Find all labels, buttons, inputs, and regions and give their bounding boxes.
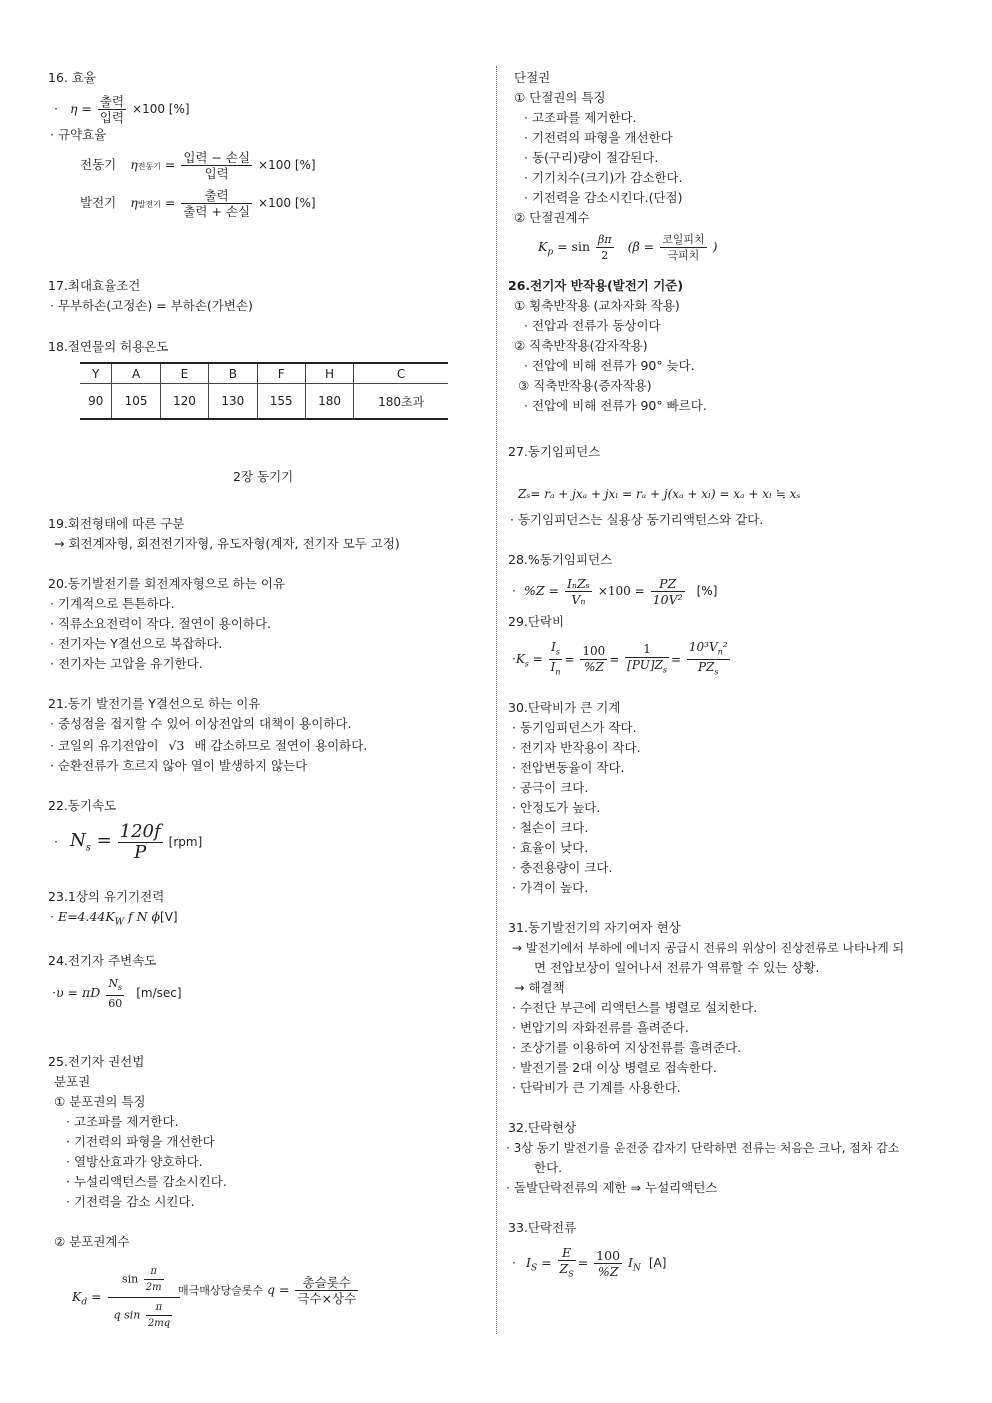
list-item: · 안정도가 높다. [512, 800, 601, 815]
list-item: · 전기자 반작용이 작다. [512, 740, 641, 755]
insulation-temperature-table [80, 362, 448, 420]
section-19-title: 19.회전형태에 따른 구분 [48, 516, 185, 531]
section-28-title: 28.%동기임피던스 [508, 552, 613, 567]
column-divider [496, 66, 497, 1334]
sync-speed-formula: · $N_s$ = $\frac{120f}{P}$ [rpm] [54, 821, 203, 863]
section-25-title: 25.전기자 권선법 [48, 1054, 145, 1069]
table-header-cell: A [112, 363, 160, 384]
list-item: · 기전력을 감소시킨다.(단점) [524, 190, 683, 205]
list-item: · 고조파를 제거한다. [524, 110, 637, 125]
emf-formula: · $E=4.44K_W$ f N ϕ[V] [50, 909, 178, 928]
list-item: · 가격이 높다. [512, 880, 589, 895]
efficiency-fraction: $\frac{\text{출력}}{\text{입력}}$ [99, 94, 125, 125]
list-item: · 동기임피던스가 작다. [512, 720, 637, 735]
list-item: ② 직축반작용(감자작용) [514, 338, 648, 353]
chapter-title: 2장 동기기 [233, 469, 294, 484]
section-24-title: 24.전기자 주변속도 [48, 953, 157, 968]
table-cell: 130 [209, 384, 257, 420]
conventional-efficiency-title: · 규약효율 [50, 127, 107, 142]
section-20-title: 20.동기발전기를 회전계자형으로 하는 이유 [48, 576, 286, 591]
list-item: · 전압변동율이 작다. [512, 760, 625, 775]
list-item: · 전압에 비해 전류가 90° 늦다. [524, 358, 695, 373]
sudden-short-circuit-limit: · 돌발단락전류의 제한 ⇒ 누설리액턴스 [506, 1180, 718, 1195]
section-16-title: 16. 효율 [48, 70, 97, 85]
list-item: · 전기자는 고압을 유기한다. [50, 656, 203, 671]
efficiency-formula: · η = $\frac{\text{출력}}{\text{입력}}$ ×100 [%] [54, 94, 190, 125]
distributed-coefficient-title: ② 분포권계수 [54, 1234, 130, 1249]
generator-efficiency-formula: 발전기 η발전기 = $\frac{\text{출력}}{\text{출력 + 손실}}$ ×100 [%] [80, 188, 316, 219]
list-item: · 기전력의 파형을 개선한다 [66, 1134, 215, 1149]
list-item: · 열방산효과가 양호하다. [66, 1154, 203, 1169]
list-item: · 고조파를 제거한다. [66, 1114, 179, 1129]
table-cell: 155 [257, 384, 305, 420]
list-item: · 전기자는 Y결선으로 복잡하다. [50, 636, 223, 651]
section-33-title: 33.단락전류 [508, 1220, 577, 1235]
list-item: · 발전기를 2대 이상 병렬로 접속한다. [512, 1060, 717, 1075]
list-item: · 중성점을 접지할 수 있어 이상전압의 대책이 용이하다. [50, 716, 352, 731]
list-item: · 기전력의 파형을 개선한다 [524, 130, 673, 145]
table-cell: 105 [112, 384, 160, 420]
list-item: · 철손이 크다. [512, 820, 589, 835]
section-22-title: 22.동기속도 [48, 798, 117, 813]
short-pitch-feature-title: ① 단절권의 특징 [514, 90, 606, 105]
distributed-feature-title: ① 분포권의 특징 [54, 1094, 146, 1109]
list-item: · 충전용량이 크다. [512, 860, 613, 875]
section-17-title: 17.최대효율조건 [48, 278, 141, 293]
section-31-title: 31.동기발전기의 자기여자 현상 [508, 920, 681, 935]
short-circuit-phenomenon-line-cont: 한다. [534, 1160, 563, 1175]
table-header-row [80, 363, 448, 384]
list-item: · 변압기의 자화전류를 흘려준다. [512, 1020, 689, 1035]
motor-efficiency-formula: 전동기 η전동기 = $\frac{\text{입력 − 손실}}{\text{입력}}$ ×100 [%] [80, 150, 316, 181]
distributed-winding-title: 분포권 [54, 1074, 91, 1089]
table-cell: 180초과 [354, 384, 448, 420]
table-cell: 120 [160, 384, 208, 420]
sqrt3-symbol: √3 [168, 738, 185, 753]
table-header-cell: E [160, 363, 208, 384]
list-item: ③ 직축반작용(증자작용) [518, 378, 652, 393]
table-header-cell: F [257, 363, 305, 384]
list-item: · 기기치수(크기)가 감소한다. [524, 170, 683, 185]
list-item: · 수전단 부근에 리액턴스를 병렬로 설치한다. [512, 1000, 758, 1015]
peripheral-speed-formula: ·υ = πD $\frac{N_s}{60}$ [m/sec] [52, 977, 182, 1011]
section-26-title: 26.전기자 반작용(발전기 기준) [508, 278, 684, 293]
short-circuit-current-formula: · $I_S$ = $\frac{E}{Z_S}$ = $\frac{100}{\%Z}$ $I_N$ [A] [512, 1245, 667, 1279]
section-17-line: · 무부하손(고정손) = 부하손(가변손) [50, 298, 253, 313]
pitch-factor-formula: $K_p = \sin$ $\frac{\beta\pi}{2}$ (β = $\frac{\text{코일피치}}{\text{극피치}}$ ) [538, 233, 718, 262]
list-item: · 효율이 낮다. [512, 840, 589, 855]
list-item: · 기전력을 감소 시킨다. [66, 1194, 195, 1209]
list-item: · 단락비가 큰 기계를 사용한다. [512, 1080, 681, 1095]
list-item: · 조상기를 이용하여 지상전류를 흘려준다. [512, 1040, 742, 1055]
list-item: · 코일의 유기전압이 √3 배 감소하므로 절연이 용이하다. [50, 738, 368, 753]
section-32-title: 32.단락현상 [508, 1120, 577, 1135]
list-item: · 동(구리)량이 절감된다. [524, 150, 659, 165]
sync-impedance-note: · 동기임피던스는 실용상 동기리액턴스와 같다. [510, 512, 764, 527]
list-item: · 순환전류가 흐르지 않아 열이 발생하지 않는다 [50, 758, 308, 773]
section-18-title: 18.절연물의 허용온도 [48, 339, 169, 354]
slots-per-pole-formula: 매극매상당슬롯수 q = $\frac{\text{총슬롯수}}{\text{극수×상수}}$ [178, 1275, 357, 1306]
table-header-cell: Y [80, 363, 112, 384]
short-circuit-phenomenon-line: · 3상 동기 발전기를 운전중 갑자기 단락하면 전류는 처음은 크나, 점차 감소 [506, 1141, 900, 1155]
short-pitch-title: 단절권 [514, 70, 551, 85]
table-cell: 180 [305, 384, 353, 420]
list-item: · 직류소요전력이 작다. 절연이 용이하다. [50, 616, 272, 631]
table-header-cell: H [305, 363, 353, 384]
section-29-title: 29.단락비 [508, 614, 565, 629]
table-row [80, 384, 448, 420]
section-23-title: 23.1상의 유기기전력 [48, 889, 165, 904]
self-excitation-description-cont: 면 전압보상이 일어나서 전류가 역류할 수 있는 상황. [534, 960, 820, 975]
short-circuit-ratio-formula: $\cdot K_s$ = $\frac{I_s}{I_n}$ = $\frac{100}{\%Z}$ = $\frac{1}{[PU]Z_s}$ = $\frac{10^3V_n^2}{PZ_s}$ [512, 640, 728, 677]
list-item: · 전압에 비해 전류가 90° 빠르다. [524, 398, 707, 413]
section-19-line: → 회전계자형, 회전전기자형, 유도자형(계자, 전기자 모두 고정) [54, 536, 400, 551]
list-item: · 누설리액턴스를 감소시킨다. [66, 1174, 227, 1189]
table-header-cell: C [354, 363, 448, 384]
section-21-title: 21.동기 발전기를 Y결선으로 하는 이유 [48, 696, 261, 711]
list-item: · 전압과 전류가 동상이다 [524, 318, 661, 333]
short-pitch-coefficient-title: ② 단절권계수 [514, 210, 590, 225]
solution-heading: → 해결책 [514, 980, 565, 995]
section-30-title: 30.단락비가 큰 기계 [508, 700, 621, 715]
table-header-cell: B [209, 363, 257, 384]
percent-impedance-formula: · %Z = $\frac{\text{IₙZₛ}}{\text{Vₙ}}$ ×100 = $\frac{PZ}{\text{10V²}}$ [%] [512, 576, 718, 607]
section-27-title: 27.동기임피던스 [508, 444, 601, 459]
self-excitation-description: → 발전기에서 부하에 에너지 공급시 전류의 위상이 진상전류로 나타나게 되 [512, 941, 905, 955]
list-item: · 기계적으로 튼튼하다. [50, 596, 175, 611]
list-item: · 공극이 크다. [512, 780, 589, 795]
distribution-factor-formula: $K_d$ = sin $\frac{\pi}{2m}$ q sin $\frac{\pi}{2mq}$ [72, 1262, 182, 1333]
table-cell: 90 [80, 384, 112, 420]
sync-impedance-formula: Zₛ= rₐ + jxₐ + jxₗ = rₐ + j(xₐ + xₗ) = xₐ + xₗ ≒ xₛ [518, 487, 801, 501]
list-item: ① 횡축반작용 (교차자화 작용) [514, 298, 680, 313]
